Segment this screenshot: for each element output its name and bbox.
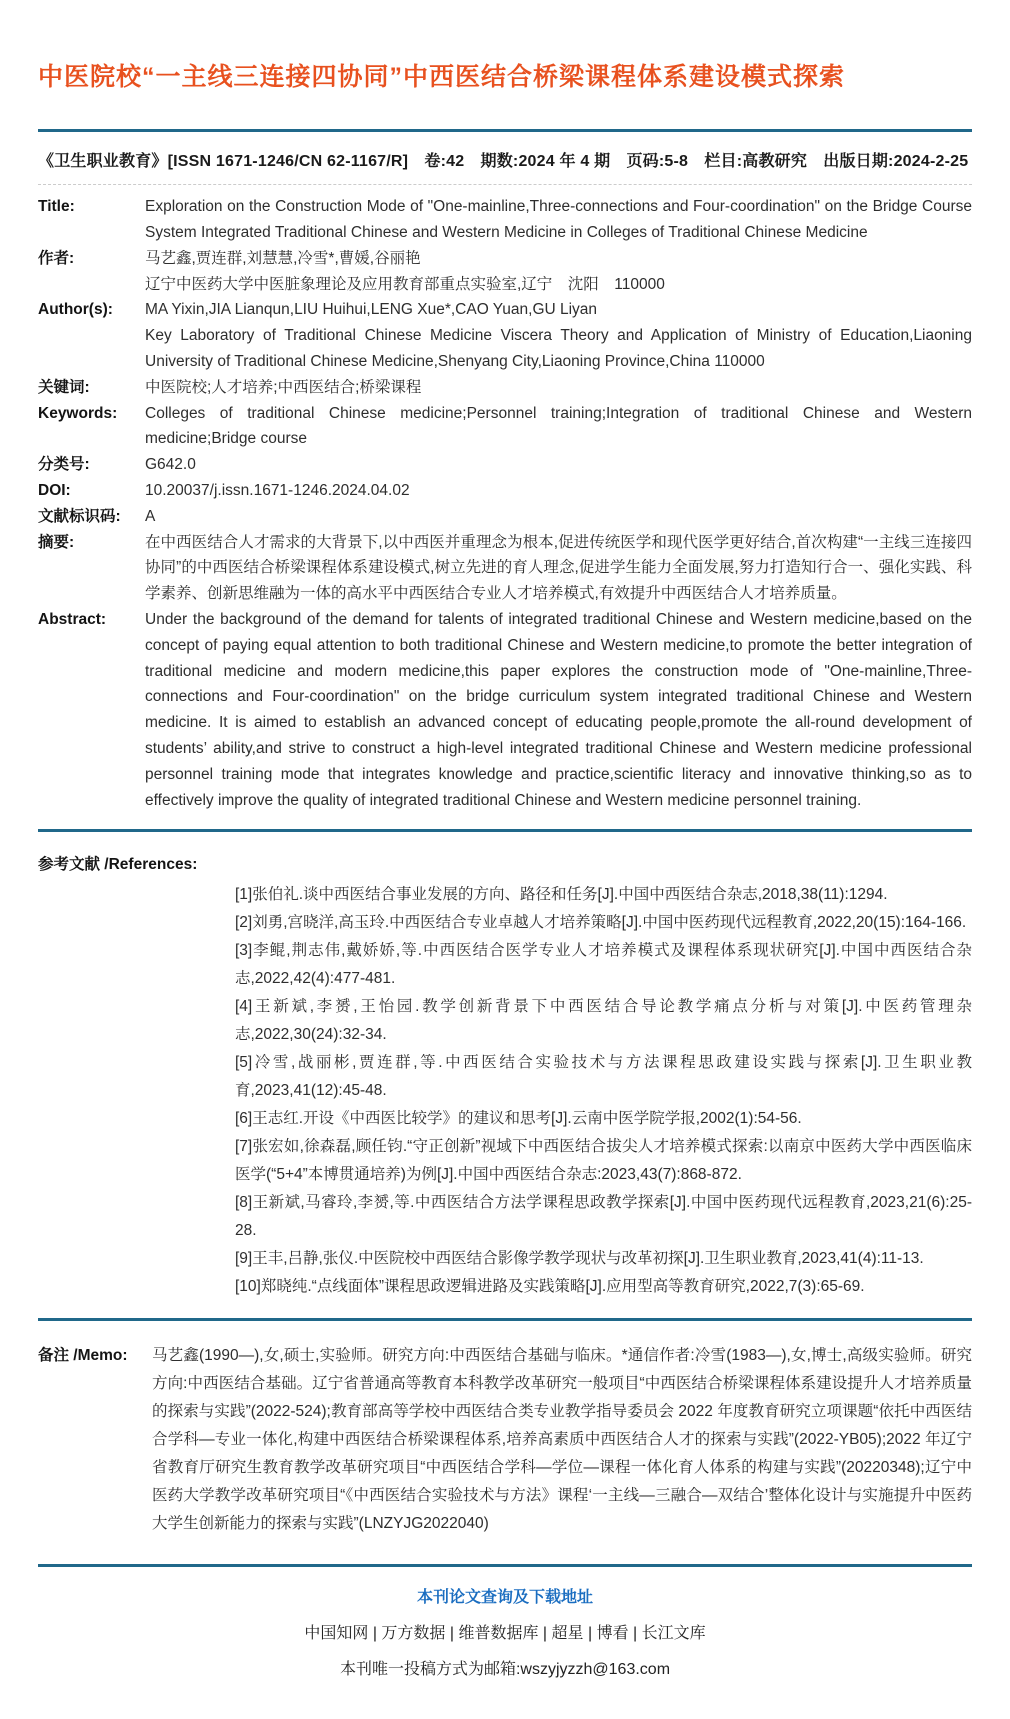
article-metadata	[38, 194, 972, 813]
meta-row	[38, 478, 972, 504]
meta-value-text: 10.20037/j.issn.1671-1246.2024.04.02	[145, 482, 410, 500]
reference-item: [8]王新斌,马睿玲,李赟,等.中西医结合方法学课程思政教学探索[J].中国中医药现代远程教育,2023,21(6):25-28.	[235, 1194, 972, 1240]
meta-field-label: 分类号:	[38, 456, 90, 474]
meta-field-value	[145, 607, 972, 813]
reference-item: [1]张伯礼.谈中西医结合事业发展的方向、路径和任务[J].中国中西医结合杂志,2018,38(11):1294.	[235, 886, 888, 904]
meta-field-label: 作者:	[38, 249, 75, 267]
meta-row	[38, 375, 972, 401]
footer-download-heading: 本刊论文查询及下载地址	[416, 1589, 593, 1607]
meta-row	[38, 401, 972, 453]
meta-field-value	[145, 452, 972, 478]
journal-info-line: 《卫生职业教育》[ISSN 1671-1246/CN 62-1167/R] 卷:42 期数:2024 年 4 期 页码:5-8 栏目:高教研究 出版日期:2024-2-25	[38, 153, 969, 171]
meta-value-text: 在中西医结合人才需求的大背景下,以中西医并重理念为根本,促进传统医学和现代医学更好结合,首次构建“一主线三连接四协同”的中西医结合桥梁课程体系建设模式,树立先进的育人理念,促进学生能力全面发展,努力打造知行合一、强化实践、科学素养、创新思维融为一体的高水平中西医结合专业人才培养模式,有效提升中西医结合人才培养质量。	[145, 533, 972, 603]
meta-field-value	[145, 401, 972, 453]
meta-row	[38, 297, 972, 374]
reference-item: [9]王丰,吕静,张仪.中医院校中西医结合影像学教学现状与改革初探[J].卫生职业教育,2023,41(4):11-13.	[235, 1250, 924, 1268]
meta-field-label: Title:	[38, 198, 75, 216]
meta-field-value	[145, 375, 972, 401]
meta-value-text: MA Yixin,JIA Lianqun,LIU Huihui,LENG Xue*,CAO Yuan,GU Liyan	[145, 301, 598, 319]
meta-field-value	[145, 530, 972, 607]
meta-value-text: 中医院校;人才培养;中西医结合;桥梁课程	[145, 378, 422, 396]
reference-item: [5]冷雪,战丽彬,贾连群,等.中西医结合实验技术与方法课程思政建设实践与探索[J].卫生职业教育,2023,41(12):45-48.	[235, 1054, 972, 1100]
meta-field-value	[145, 194, 972, 246]
meta-value-text: A	[145, 507, 156, 525]
references-list	[235, 881, 972, 1301]
section-divider	[38, 1318, 972, 1321]
meta-value-text: Under the background of the demand for talents of integrated traditional Chinese and Western medicine,based on the concept of paying equal attention to both traditional Chinese and Western medicine,to promote the better integration of traditional medicine and modern medicine,this paper explores the construction mode of "One-mainline,Three-connections and Four-coordination" on the bridge curriculum system integrated traditional Chinese and Western medicine. It is aimed to establish an advanced concept of educating people,promote the all-round development of students’ ability,and strive to construct a high-level integrated traditional Chinese and Western medicine professional personnel training mode that integrates knowledge and practice,scientific literacy and innovative thinking,so as to effectively improve the quality of integrated traditional Chinese and Western medicine personnel training.	[145, 611, 972, 809]
meta-field-label: Author(s):	[38, 301, 113, 319]
reference-item: [2]刘勇,宫晓洋,高玉玲.中西医结合专业卓越人才培养策略[J].中国中医药现代远程教育,2022,20(15):164-166.	[235, 914, 967, 932]
meta-row	[38, 246, 972, 298]
meta-field-value	[145, 504, 972, 530]
meta-row	[38, 530, 972, 607]
meta-row	[38, 607, 972, 813]
section-divider	[38, 829, 972, 832]
meta-row	[38, 194, 972, 246]
reference-item: [10]郑晓纯.“点线面体”课程思政逻辑进路及实践策略[J].应用型高等教育研究,2022,7(3):65-69.	[235, 1278, 865, 1296]
meta-value-text: 马艺鑫,贾连群,刘慧慧,冷雪*,曹媛,谷丽艳	[145, 249, 421, 267]
meta-field-label: 文献标识码:	[38, 507, 121, 525]
dotted-divider	[38, 184, 972, 185]
references-heading: 参考文献 /References:	[38, 856, 198, 874]
meta-field-value	[145, 478, 972, 504]
reference-item: [7]张宏如,徐森磊,顾任钧.“守正创新”视域下中西医结合拔尖人才培养模式探索:以南京中医药大学中西医临床医学(“5+4”本博贯通培养)为例[J].中国中西医结合杂志:2023,43(7):868-872.	[235, 1138, 972, 1184]
meta-value-text: Exploration on the Construction Mode of "One-mainline,Three-connections and Four-coordination" on the Bridge Course System Integrated Traditional Chinese and Western Medicine in Colleges of Traditional Chinese Medicine	[145, 198, 972, 242]
meta-value-text: 辽宁中医药大学中医脏象理论及应用教育部重点实验室,辽宁 沈阳 110000	[145, 275, 665, 293]
references-section	[38, 852, 972, 1301]
footer-database-list: 中国知网 | 万方数据 | 维普数据库 | 超星 | 博看 | 长江文库	[304, 1625, 706, 1643]
memo-label: 备注 /Memo:	[38, 1347, 128, 1365]
memo-section	[38, 1342, 972, 1538]
meta-field-label: Keywords:	[38, 404, 118, 422]
meta-field-label: 摘要:	[38, 533, 75, 551]
meta-value-text: Colleges of traditional Chinese medicine;Personnel training;Integration of traditional Chinese and Western medicine;Bridge course	[145, 404, 972, 448]
footer-submission-email: 本刊唯一投稿方式为邮箱:wszyjyzzh@163.com	[339, 1661, 671, 1679]
reference-item: [4]王新斌,李赟,王怡园.教学创新背景下中西医结合导论教学痛点分析与对策[J].中医药管理杂志,2022,30(24):32-34.	[235, 998, 972, 1044]
page-footer	[38, 1584, 972, 1679]
meta-field-value	[145, 297, 972, 374]
reference-item: [3]李鲲,荆志伟,戴娇娇,等.中西医结合医学专业人才培养模式及课程体系现状研究[J].中国中西医结合杂志,2022,42(4):477-481.	[235, 942, 972, 988]
meta-value-text: G642.0	[145, 456, 196, 474]
meta-value-text: Key Laboratory of Traditional Chinese Medicine Viscera Theory and Application of Ministry of Education,Liaoning University of Traditional Chinese Medicine,Shenyang City,Liaoning Province,China 110000	[145, 327, 972, 371]
meta-field-label: DOI:	[38, 482, 71, 500]
section-divider	[38, 129, 972, 132]
meta-field-value	[145, 246, 972, 298]
reference-item: [6]王志红.开设《中西医比较学》的建议和思考[J].云南中医学院学报,2002(1):54-56.	[235, 1110, 802, 1128]
meta-field-label: 关键词:	[38, 378, 90, 396]
meta-row	[38, 504, 972, 530]
memo-text: 马艺鑫(1990—),女,硕士,实验师。研究方向:中西医结合基础与临床。*通信作者:冷雪(1983—),女,博士,高级实验师。研究方向:中西医结合基础。辽宁省普通高等教育本科教学改革研究一般项目“中西医结合桥梁课程体系建设提升人才培养质量的探索与实践”(2022-524);教育部高等学校中西医结合类专业教学指导委员会 2022 年度教育研究立项课题“依托中西医结合学科—专业一体化,构建中西医结合桥梁课程体系,培养高素质中西医结合人才的探索与实践”(2022-YB05);2022 年辽宁省教育厅研究生教育教学改革研究项目“中西医结合学科—学位—课程一体化育人体系的构建与实践”(20220348);辽宁中医药大学教学改革研究项目“《中西医结合实验技术与方法》课程‘一主线—三融合—双结合’整体化设计与实施提升中医药大学生创新能力的探索与实践”(LNZYJG2022040)	[152, 1347, 972, 1533]
page-title: 中医院校“一主线三连接四协同”中西医结合桥梁课程体系建设模式探索	[38, 63, 846, 91]
meta-row	[38, 452, 972, 478]
meta-field-label: Abstract:	[38, 611, 107, 628]
section-divider	[38, 1564, 972, 1567]
